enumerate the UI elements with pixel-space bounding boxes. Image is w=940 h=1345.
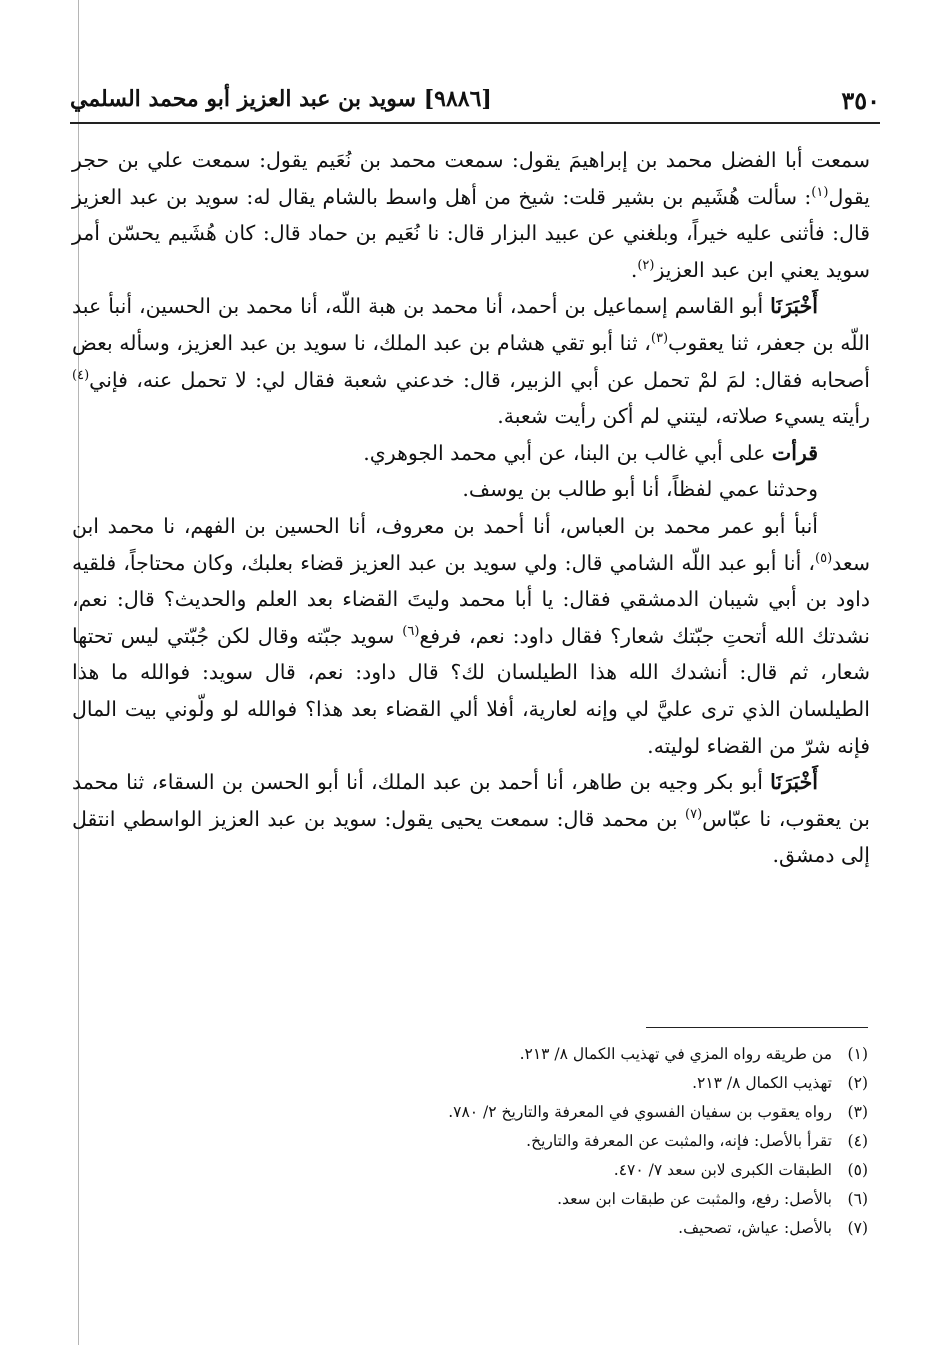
paragraph-5: أنبأ أبو عمر محمد بن العباس، أنا أحمد بن معروف، أنا الحسين بن الفهم، نا محمد ابن سعد$^{(٥)}$، أنا أبو عبد اللّه الشامي قال: ولي سويد بن عبد العزيز قضاء بعلبك، وكان محتاجاً، فلقيه داود بن أبي شيبان الدمشقي فقال: يا أبا محمد وليتَ القضاء بعد العلم والحديث؟ قال: نعم، نشدتك الله أتحتِ جبّتك شعار؟ فقال داود: نعم، فرفع$^{(٦)}$ سويد جبّته وقال لكن جُبّتي ليس تحتها شعار، ثم قال: أنشدك الله هذا الطيلسان لك؟ قال داود: نعم، قال سويد: فوالله ما هذا الطيلسان الذي ترى عليَّ لي وإنه لعارية، أفلا ألي القضاء بعد هذا؟ فوالله لو ولّوني بيت المال فإنه شرّ من القضاء لوليته. bbox=[72, 513, 870, 758]
footnote-ref-7: (٧) bbox=[685, 806, 703, 822]
footnotes bbox=[72, 1040, 868, 1243]
footnote-5: (٥)الطبقات الكبرى لابن سعد ٧/ ٤٧٠. bbox=[613, 1161, 868, 1179]
footnote-ref-1: (١) bbox=[811, 184, 829, 200]
footnote-ref-3: (٣) bbox=[650, 331, 669, 347]
paragraph-6: أَخْبَرَنَا أبو بكر وجيه بن طاهر، أنا أحمد بن عبد الملك، أنا أبو الحسن بن السقاء، ثنا محمد بن يعقوب، نا عبّاس$^{(٧)}$ بن محمد قال: سمعت يحيى يقول: سويد بن عبد العزيز الواسطي انتقل إلى دمشق. bbox=[72, 770, 870, 868]
footnote-4: (٤)تقرأ بالأصل: فإنه، والمثبت عن المعرفة والتاريخ. bbox=[526, 1132, 868, 1150]
paragraph-1: سمعت أبا الفضل محمد بن إبراهيمَ يقول: سمعت محمد بن نُعَيم يقول: سمعت علي بن حجر يقول$^{(١)}$: سألت هُشَيم بن بشير قلت: شيخ من أهل واسط بالشام يقال له: سويد بن عبد العزيز قال: فأثنى عليه خيراً، وبلغني عن عبيد البزار قال: نا نُعَيم بن حماد قال: كان هُشَيم يحسّن أمر سويد يعني ابن عبد العزيز$^{(٢)}$. bbox=[72, 148, 870, 282]
footnote-ref-5: (٥) bbox=[815, 550, 833, 566]
paragraph-4: وحدثنا عمي لفظاً، أنا أبو طالب بن يوسف. bbox=[462, 477, 818, 502]
paragraph-2: أَخْبَرَنَا أبو القاسم إسماعيل بن أحمد، أنا محمد بن هبة اللّه، أنا محمد بن الحسين، أنبأ عبد اللّه بن جعفر، ثنا يعقوب$^{(٣)}$، ثنا أبو تقي هشام بن عبد الملك، نا سويد بن عبد العزيز، وسأله بعض أصحابه فقال: لمَ لمْ تحمل عن أبي الزبير، قال: خدعني شعبة فقال لي: لا تحمل عنه، فإني$^{(٤)}$ رأيته يسيء صلاته، ليتني لم أكن رأيت شعبة. bbox=[72, 294, 871, 429]
footnote-2: (٢)تهذيب الكمال ٨/ ٢١٣. bbox=[692, 1074, 868, 1092]
lead-word: أَخْبَرَنَا bbox=[770, 294, 818, 319]
footnote-ref-2: (٢) bbox=[637, 257, 655, 273]
running-title: [٩٨٨٦] سويد بن عبد العزيز أبو محمد السلمي bbox=[70, 86, 492, 112]
main-text bbox=[72, 142, 870, 874]
footnote-3: (٣)رواه يعقوب بن سفيان الفسوي في المعرفة والتاريخ ٢/ ٧٨٠. bbox=[448, 1103, 868, 1121]
page-header bbox=[70, 80, 880, 124]
footnote-7: (٧)بالأصل: عياش، تصحيف. bbox=[678, 1219, 868, 1237]
paragraph-3: قرأت على أبي غالب بن البنا، عن أبي محمد الجوهري. bbox=[363, 440, 818, 465]
footnote-ref-6: (٦) bbox=[402, 623, 420, 639]
footnote-separator bbox=[646, 1027, 868, 1028]
footnote-1: (١)من طريقه رواه المزي في تهذيب الكمال ٨/ ٢١٣. bbox=[519, 1045, 868, 1063]
footnote-ref-4: (٤) bbox=[72, 367, 90, 383]
lead-word: أَخْبَرَنَا bbox=[770, 770, 818, 795]
footnote-6: (٦)بالأصل: رفع، والمثبت عن طبقات ابن سعد. bbox=[557, 1190, 868, 1208]
page-number: ٣٥٠ bbox=[841, 86, 880, 115]
lead-word: قرأت bbox=[771, 440, 818, 465]
header-rule bbox=[70, 122, 880, 124]
